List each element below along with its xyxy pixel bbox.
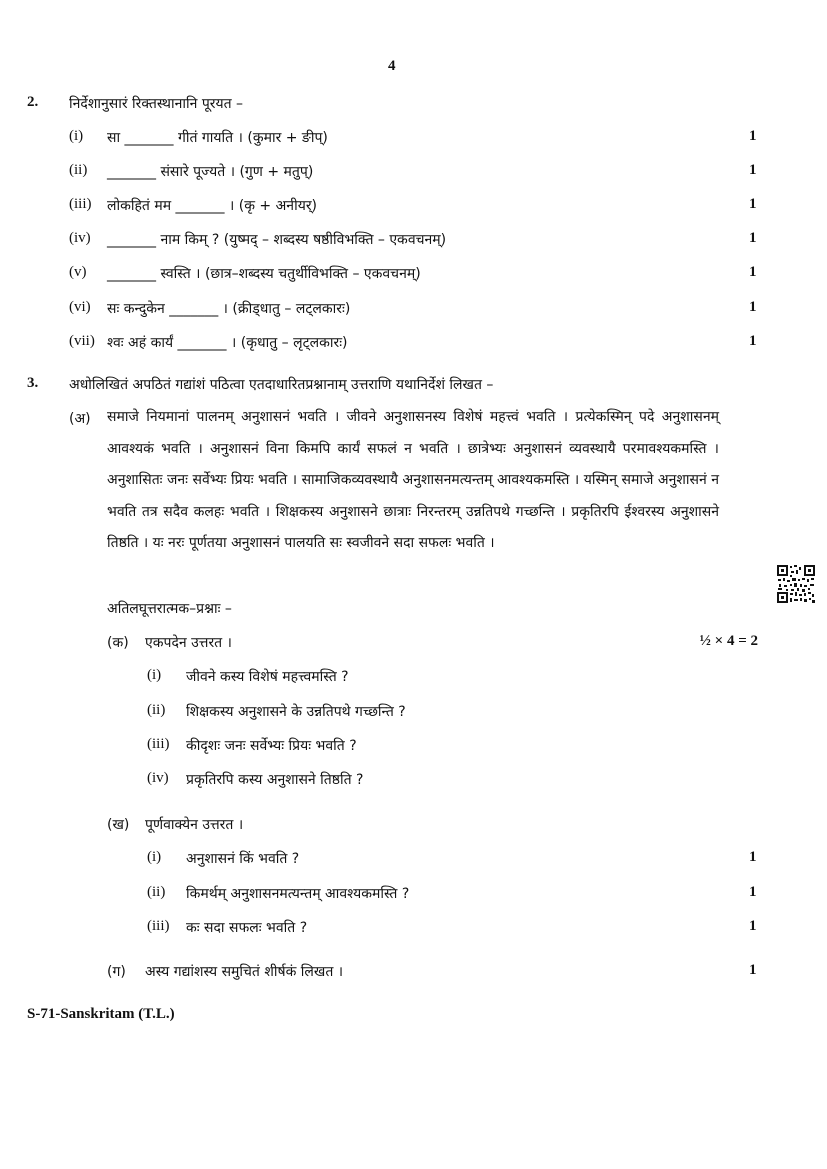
- part-ka-q-text: प्रकृतिरपि कस्य अनुशासने तिष्ठति ?: [186, 772, 364, 788]
- part-ka-q-label: (iv): [147, 770, 169, 786]
- part-ka-q-text: कीदृशः जनः सर्वेभ्यः प्रियः भवति ?: [186, 738, 357, 754]
- footer-code: S-71-Sanskritam (T.L.): [27, 1006, 175, 1022]
- part-ka-q-text: जीवने कस्य विशेषं महत्त्वमस्ति ?: [186, 669, 349, 685]
- q2-item-label: (vii): [69, 333, 95, 349]
- unseen-passage: समाजे नियमानां पालनम् अनुशासनं भवति । जीवने अनुशासनस्य विशेषं महत्त्वं भवति । प्रत्येकस्मिन् पदे अनुशासनम् आवश्यकं भवति । अनुशासनं विना किमपि कार्यं सफलं न भवति । छात्रेभ्यः अनुशासनं व्यवस्थायै परमावश्यकमस्ति । अनुशासितः जनः सर्वेभ्यः प्रियः भवति । सामाजिकव्यवस्थायै अनुशासनमत्यन्तम् आवश्यकमस्ति । यस्मिन् समाजे अनुशासनं न भवति तत्र सदैव कलहः भवति । शिक्षकस्य अनुशासने छात्राः निरन्तरम् उन्नतिपथे गच्छन्ति । प्रकृतिरपि ईश्वरस्य अनुशासने तिष्ठति । यः नरः पूर्णतया अनुशासनं पालयति सः स्वजीवने सदा सफलः भवति ।: [107, 409, 719, 551]
- q2-item-label: (v): [69, 264, 87, 280]
- part-ga-text: अस्य गद्यांशस्य समुचितं शीर्षकं लिखत ।: [145, 964, 344, 980]
- q2-item-label: (ii): [69, 162, 88, 178]
- qr-code-icon: [776, 564, 816, 604]
- part-kha-q-marks: 1: [749, 884, 757, 900]
- q2-item-text: लोकहितं मम _______ । (कृ + अनीयर्): [107, 198, 318, 214]
- subheading: अतिलघूत्तरात्मक–प्रश्नाः –: [107, 601, 232, 617]
- q2-item-label: (i): [69, 128, 84, 144]
- q2-number: 2.: [27, 94, 39, 110]
- part-ka-q-label: (i): [147, 667, 162, 683]
- part-kha-q-text: अनुशासनं किं भवति ?: [186, 851, 300, 867]
- q3-number: 3.: [27, 375, 39, 391]
- part-kha-q-label: (iii): [147, 918, 170, 934]
- passage-label: (अ): [69, 411, 91, 427]
- q2-item-marks: 1: [749, 162, 757, 178]
- part-kha-q-text: कः सदा सफलः भवति ?: [186, 920, 308, 936]
- page-number: 4: [388, 58, 396, 74]
- q2-item-text: श्वः अहं कार्यं _______ । (कृधातु – लृट्लकारः): [107, 335, 348, 351]
- part-kha-q-text: किमर्थम् अनुशासनमत्यन्तम् आवश्यकमस्ति ?: [186, 886, 410, 902]
- q2-item-marks: 1: [749, 230, 757, 246]
- part-kha-q-marks: 1: [749, 849, 757, 865]
- part-ka-marks: ½ × 4 = 2: [699, 633, 758, 649]
- part-kha-q-marks: 1: [749, 918, 757, 934]
- q2-item-marks: 1: [749, 264, 757, 280]
- part-ga-label: (ग): [107, 964, 126, 980]
- part-ga-marks: 1: [749, 962, 757, 978]
- part-kha-label: (ख): [107, 817, 130, 833]
- part-ka-q-text: शिक्षकस्य अनुशासने के उन्नतिपथे गच्छन्ति ?: [186, 704, 406, 720]
- part-ka-q-label: (iii): [147, 736, 170, 752]
- q2-item-marks: 1: [749, 128, 757, 144]
- q2-item-text: सः कन्दुकेन _______ । (क्रीड्धातु – लट्लकारः): [107, 301, 351, 317]
- part-ka-instruction: एकपदेन उत्तरत ।: [145, 635, 232, 651]
- q3-instruction: अधोलिखितं अपठितं गद्यांशं पठित्वा एतदाधारितप्रश्नानाम् उत्तराणि यथानिर्देशं लिखत –: [69, 377, 494, 393]
- q2-item-text: _______ नाम किम् ? (युष्मद् – शब्दस्य षष्ठीविभक्ति – एकवचनम्): [107, 232, 447, 248]
- part-kha-instruction: पूर्णवाक्येन उत्तरत ।: [145, 817, 244, 833]
- part-ka-q-label: (ii): [147, 702, 166, 718]
- q2-item-label: (iv): [69, 230, 91, 246]
- q2-item-marks: 1: [749, 299, 757, 315]
- part-ka-label: (क): [107, 635, 129, 651]
- q2-item-label: (iii): [69, 196, 92, 212]
- q2-item-text: _______ संसारे पूज्यते । (गुण + मतुप्): [107, 164, 314, 180]
- q2-item-marks: 1: [749, 333, 757, 349]
- part-kha-q-label: (ii): [147, 884, 166, 900]
- q2-item-text: सा _______ गीतं गायति । (कुमार + ङीप्): [107, 130, 328, 146]
- part-kha-q-label: (i): [147, 849, 162, 865]
- q2-item-label: (vi): [69, 299, 91, 315]
- q2-item-text: _______ स्वस्ति । (छात्र–शब्दस्य चतुर्थीविभक्ति – एकवचनम्): [107, 266, 421, 282]
- q2-instruction: निर्देशानुसारं रिक्तस्थानानि पूरयत –: [69, 96, 244, 112]
- q2-item-marks: 1: [749, 196, 757, 212]
